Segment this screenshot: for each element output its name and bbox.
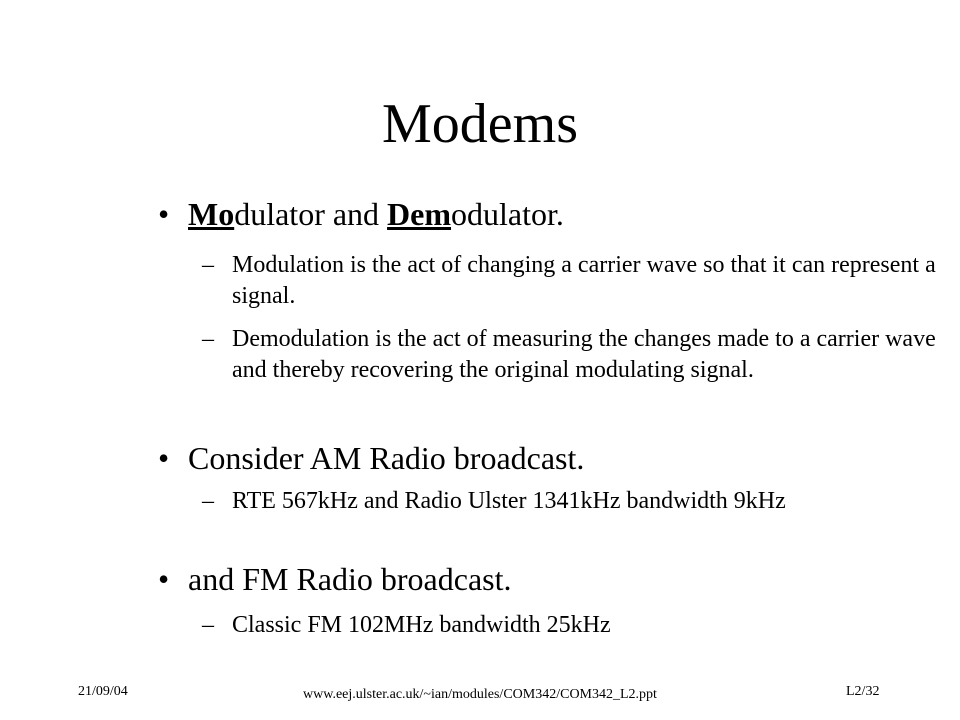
bullet-text: and FM Radio broadcast. xyxy=(188,561,512,597)
emphasis-dem: Dem xyxy=(387,196,452,232)
emphasis-mo: Mo xyxy=(188,196,235,232)
dash-glyph: – xyxy=(202,326,214,352)
bullet-modulator xyxy=(158,196,564,232)
sub-bullet-text: Classic FM 102MHz bandwidth 25kHz xyxy=(232,612,611,638)
bullet-text: dulator and xyxy=(234,196,388,232)
dash-glyph: – xyxy=(202,488,214,514)
sub-bullet-text: Modulation is the act of changing a carrier wave so that it can represent a signal. xyxy=(232,252,936,309)
bullet-fm-radio xyxy=(158,561,512,597)
footer-url: www.eej.ulster.ac.uk/~ian/modules/COM342/COM342_L2.ppt xyxy=(303,687,657,702)
dash-glyph: – xyxy=(202,252,214,278)
bullet-text: Consider AM Radio broadcast. xyxy=(188,440,585,476)
sub-bullet-fm-station xyxy=(202,610,952,641)
bullet-am-radio xyxy=(158,440,584,476)
bullet-dot: • xyxy=(158,561,170,597)
bullet-dot: • xyxy=(158,440,170,476)
sub-bullet-modulation xyxy=(202,250,952,312)
footer-date: 21/09/04 xyxy=(78,684,128,699)
sub-bullet-text: Demodulation is the act of measuring the changes made to a carrier wave and thereby recovering the original modulating signal. xyxy=(232,326,936,383)
sub-bullet-am-stations xyxy=(202,486,952,517)
sub-bullet-text: RTE 567kHz and Radio Ulster 1341kHz bandwidth 9kHz xyxy=(232,488,786,514)
footer-page-number: L2/32 xyxy=(846,684,880,699)
dash-glyph: – xyxy=(202,612,214,638)
bullet-dot: • xyxy=(158,196,170,232)
bullet-text: odulator. xyxy=(451,196,564,232)
sub-bullet-demodulation xyxy=(202,324,952,386)
slide-title: Modems xyxy=(382,93,578,155)
